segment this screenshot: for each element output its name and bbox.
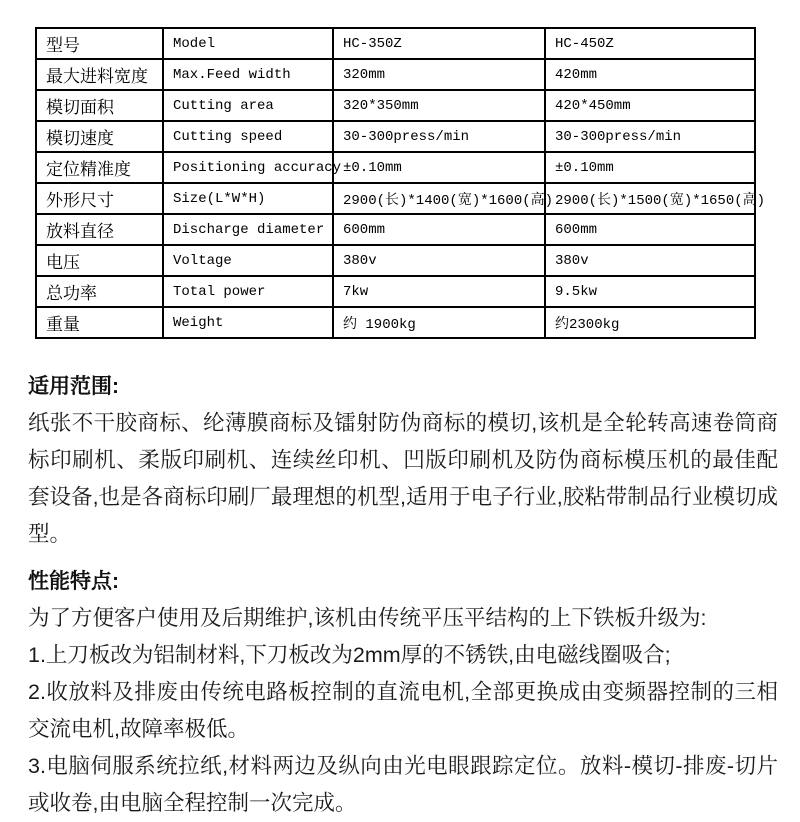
spec-label-en: Total power — [163, 276, 333, 307]
features-intro: 为了方便客户使用及后期维护,该机由传统平压平结构的上下铁板升级为: — [28, 606, 707, 630]
table-row-feed-width — [36, 59, 755, 90]
spec-label-en: Discharge diameter — [163, 214, 333, 245]
spec-value-hc350: 320mm — [333, 59, 545, 90]
table-row-discharge-diameter — [36, 214, 755, 245]
spec-value-hc350: 380v — [333, 245, 545, 276]
spec-value-hc450: 380v — [545, 245, 755, 276]
spec-label-cn: 外形尺寸 — [36, 183, 163, 214]
spec-value-hc450: HC-450Z — [545, 28, 755, 59]
product-spec-page — [0, 27, 800, 815]
spec-label-en: Voltage — [163, 245, 333, 276]
text-sections — [28, 372, 778, 822]
features-section-title: 性能特点: — [28, 570, 119, 593]
features-section-body — [28, 600, 778, 822]
table-row-cutting-area — [36, 90, 755, 121]
spec-value-hc350: 约 1900kg — [333, 307, 545, 338]
table-row-model — [36, 28, 755, 59]
spec-value-hc450: 2900(长)*1500(宽)*1650(高) — [545, 183, 755, 214]
spec-label-en: Positioning accuracy — [163, 152, 333, 183]
spec-value-hc350: 600mm — [333, 214, 545, 245]
table-row-weight — [36, 307, 755, 338]
spec-value-hc450: ±0.10mm — [545, 152, 755, 183]
spec-label-cn: 最大进料宽度 — [36, 59, 163, 90]
features-item-3: 3.电脑伺服系统拉纸,材料两边及纵向由光电眼跟踪定位。放料-模切-排废-切片或收卷,由电脑全程控制一次完成。 — [28, 754, 778, 815]
scope-section-body: 纸张不干胶商标、纶薄膜商标及镭射防伪商标的模切,该机是全轮转高速卷筒商标印刷机、柔版印刷机、连续丝印机、凹版印刷机及防伪商标模压机的最佳配套设备,也是各商标印刷厂最理想的机型,适用于电子行业,胶粘带制品行业模切成型。 — [28, 411, 778, 546]
spec-label-cn: 放料直径 — [36, 214, 163, 245]
spec-value-hc350: ±0.10mm — [333, 152, 545, 183]
spec-value-hc450: 420*450mm — [545, 90, 755, 121]
features-item-1: 1.上刀板改为铝制材料,下刀板改为2mm厚的不锈铁,由电磁线圈吸合; — [28, 643, 671, 667]
table-row-positioning-accuracy — [36, 152, 755, 183]
spec-value-hc450: 约2300kg — [545, 307, 755, 338]
spec-label-en: Cutting speed — [163, 121, 333, 152]
spec-label-cn: 电压 — [36, 245, 163, 276]
spec-label-en: Model — [163, 28, 333, 59]
table-row-total-power — [36, 276, 755, 307]
spec-label-cn: 模切面积 — [36, 90, 163, 121]
table-row-size — [36, 183, 755, 214]
spec-label-cn: 总功率 — [36, 276, 163, 307]
features-item-2: 2.收放料及排废由传统电路板控制的直流电机,全部更换成由变频器控制的三相交流电机,故障率极低。 — [28, 680, 778, 741]
spec-label-en: Weight — [163, 307, 333, 338]
spec-label-en: Cutting area — [163, 90, 333, 121]
spec-label-cn: 定位精准度 — [36, 152, 163, 183]
spec-value-hc350: HC-350Z — [333, 28, 545, 59]
spec-label-en: Max.Feed width — [163, 59, 333, 90]
spec-label-en: Size(L*W*H) — [163, 183, 333, 214]
table-row-voltage — [36, 245, 755, 276]
spec-value-hc450: 420mm — [545, 59, 755, 90]
spec-label-cn: 重量 — [36, 307, 163, 338]
spec-value-hc450: 9.5kw — [545, 276, 755, 307]
spec-value-hc450: 30-300press/min — [545, 121, 755, 152]
spec-value-hc350: 320*350mm — [333, 90, 545, 121]
spec-label-cn: 型号 — [36, 28, 163, 59]
spec-value-hc450: 600mm — [545, 214, 755, 245]
spec-table — [35, 27, 766, 339]
scope-section-title: 适用范围: — [28, 375, 119, 398]
spec-label-cn: 模切速度 — [36, 121, 163, 152]
spec-value-hc350: 7kw — [333, 276, 545, 307]
table-row-cutting-speed — [36, 121, 755, 152]
spec-value-hc350: 2900(长)*1400(宽)*1600(高) — [333, 183, 545, 214]
spec-value-hc350: 30-300press/min — [333, 121, 545, 152]
